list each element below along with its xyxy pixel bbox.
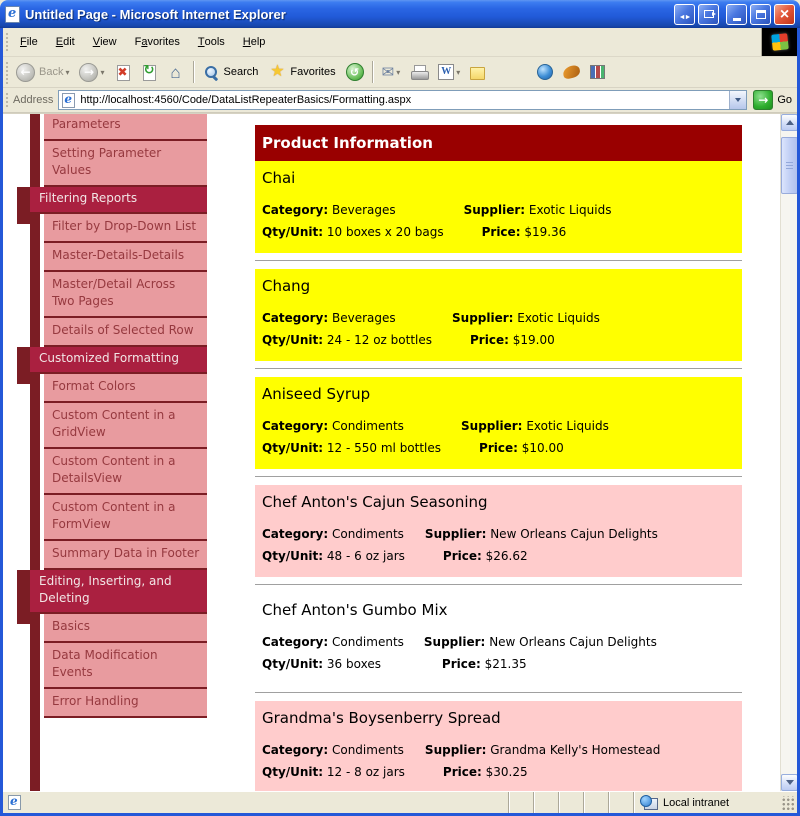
supplier-cell [450, 307, 618, 329]
status-pane [558, 792, 583, 813]
product-details-table [260, 523, 676, 567]
price-label: Price: [479, 441, 518, 455]
menu-grip[interactable] [4, 31, 9, 53]
menu-item[interactable]: F a vorites [134, 36, 180, 48]
sidebar-item[interactable] [44, 318, 207, 347]
stop-icon [115, 63, 131, 81]
discuss-icon [470, 67, 485, 80]
msn-icon [562, 64, 581, 79]
menu-item[interactable]: H elp [242, 36, 266, 48]
sidebar-section-header[interactable] [17, 187, 207, 214]
sidebar-nav [17, 113, 207, 718]
price-label: Price: [442, 765, 482, 779]
price-cell [423, 545, 676, 567]
sidebar-item[interactable] [44, 495, 207, 541]
home-icon [167, 63, 185, 81]
page-title: Product Information [255, 125, 742, 161]
go-label: Go [777, 94, 792, 106]
category-value: Condiments [331, 419, 404, 433]
qty-label: Qty/Unit: [262, 333, 324, 347]
qty-cell [260, 761, 423, 783]
mail-icon [382, 63, 395, 81]
sidebar-item[interactable] [44, 449, 207, 495]
price-cell [422, 653, 675, 675]
supplier-value: New Orleans Cajun Delights [490, 527, 658, 541]
forward-icon [79, 63, 98, 82]
window-frame [0, 28, 800, 816]
qty-value: 48 - 6 oz jars [326, 549, 405, 563]
qty-cell [260, 653, 422, 675]
address-dropdown-button[interactable] [729, 91, 746, 109]
price-cell [450, 329, 618, 351]
sidebar-item-label: Custom Content in a DetailsView [52, 454, 176, 485]
toolbar-button-label: Back [39, 66, 64, 78]
product-card [255, 701, 742, 791]
history-icon [346, 63, 364, 81]
status-bar [3, 791, 797, 813]
chevron-up-icon [786, 120, 794, 125]
price-value: $19.00 [512, 333, 555, 347]
product-list [255, 161, 742, 791]
supplier-cell [422, 631, 675, 653]
product-card [255, 485, 742, 577]
product-details-table [260, 307, 618, 351]
product-name: Chef Anton's Gumbo Mix [262, 601, 448, 619]
sidebar-header-label: Filtering Reports [39, 191, 138, 205]
price-label: Price: [470, 333, 509, 347]
card-divider [255, 368, 742, 370]
category-label: Category: [262, 743, 329, 757]
maximize-icon[interactable] [750, 4, 771, 25]
qty-cell [260, 221, 462, 243]
sidebar-item-label: Custom Content in a GridView [52, 408, 176, 439]
vertical-scrollbar[interactable] [780, 114, 797, 791]
toolbar-grip[interactable] [4, 60, 9, 84]
status-zone-label: Local intranet [663, 796, 730, 809]
go-arrow-icon [753, 90, 773, 110]
product-card [255, 377, 742, 469]
new-window-icon[interactable] [698, 4, 719, 25]
price-label: Price: [481, 225, 521, 239]
qty-value: 10 boxes x 20 bags [326, 225, 444, 239]
category-cell [260, 739, 423, 761]
product-details-table [260, 631, 675, 675]
sidebar-item[interactable] [44, 643, 207, 689]
supplier-label: Supplier: [452, 311, 514, 325]
category-value: Condiments [331, 527, 404, 541]
category-label: Category: [262, 203, 329, 217]
toolbar-button[interactable] [136, 59, 162, 86]
category-value: Beverages [331, 203, 396, 217]
supplier-label: Supplier: [424, 527, 487, 541]
category-cell [260, 307, 450, 329]
category-label: Category: [262, 527, 329, 541]
supplier-value: New Orleans Cajun Delights [489, 635, 657, 649]
qty-label: Qty/Unit: [262, 225, 324, 239]
toolbar-buttons [11, 57, 620, 87]
supplier-label: Supplier: [424, 743, 487, 757]
toolbar-button[interactable] [532, 59, 558, 86]
price-cell [423, 761, 678, 783]
sidebar-item-label: Summary Data in Footer [52, 546, 200, 560]
title-bar[interactable] [0, 0, 800, 28]
menu-spacer [274, 28, 761, 56]
sidebar-item[interactable] [44, 214, 207, 243]
supplier-label: Supplier: [423, 635, 486, 649]
address-input[interactable] [58, 90, 747, 110]
qty-value: 24 - 12 oz bottles [326, 333, 433, 347]
category-cell [260, 199, 462, 221]
close-icon[interactable] [774, 4, 795, 25]
price-label: Price: [441, 657, 481, 671]
sidebar-header-label: Editing, Inserting, and Deleting [39, 574, 172, 605]
window-controls [674, 4, 795, 25]
sidebar-item-label: Master-Details-Details [52, 248, 185, 262]
qty-label: Qty/Unit: [262, 657, 324, 671]
back-icon [16, 63, 35, 82]
favorites-icon [268, 63, 286, 81]
sidebar-item-label: Filter by Drop-Down List [52, 219, 197, 233]
card-divider [255, 476, 742, 478]
supplier-cell [459, 415, 627, 437]
sidebar-item-label: Setting Parameter Values [52, 146, 162, 177]
product-card [255, 593, 742, 685]
qty-cell [260, 545, 423, 567]
address-bar [3, 88, 797, 113]
windows-flag-icon [771, 33, 789, 51]
local-intranet-icon [640, 795, 658, 810]
toolbar-gap [490, 72, 532, 73]
sidebar-item[interactable] [44, 243, 207, 272]
status-pane [533, 792, 558, 813]
toolbar-button-label: Favorites [290, 66, 336, 78]
scrollbar-thumb[interactable] [781, 137, 797, 194]
sidebar-item[interactable] [44, 272, 207, 318]
sidebar-item-label: Error Handling [52, 694, 139, 708]
sidebar-item[interactable] [44, 113, 207, 141]
addressbar-grip[interactable] [4, 91, 9, 109]
sidebar-item[interactable] [44, 141, 207, 187]
category-label: Category: [262, 635, 329, 649]
price-value: $19.36 [524, 225, 567, 239]
menu-item[interactable]: V iew [92, 36, 117, 48]
category-cell [260, 631, 422, 653]
qty-cell [260, 329, 450, 351]
chevron-down-icon[interactable]: ▾ [100, 67, 105, 77]
sidebar-item-label: Format Colors [52, 379, 136, 393]
product-name: Chai [262, 169, 296, 187]
qty-value: 12 - 550 ml bottles [326, 441, 442, 455]
product-details-table [260, 739, 678, 783]
toolbar-button[interactable] [341, 59, 369, 86]
toolbar-button[interactable] [263, 59, 340, 86]
toolbar-button[interactable] [74, 59, 109, 86]
supplier-label: Supplier: [463, 203, 526, 217]
status-pane-main [3, 792, 508, 813]
card-divider [255, 584, 742, 586]
price-cell [462, 221, 630, 243]
resize-grip[interactable] [781, 796, 795, 811]
price-value: $26.62 [485, 549, 528, 563]
reference-icon [590, 65, 605, 79]
address-label: Address [13, 94, 54, 106]
sidebar-section-header[interactable] [17, 570, 207, 614]
product-card [255, 161, 742, 253]
refresh-icon [141, 63, 157, 81]
product-details-table [260, 199, 629, 243]
status-zone-pane [633, 792, 781, 813]
toolbar-separator [372, 61, 374, 83]
price-value: $21.35 [484, 657, 527, 671]
ie-page-icon [62, 93, 75, 108]
sidebar-item[interactable] [44, 374, 207, 403]
product-card [255, 269, 742, 361]
toolbar-button[interactable] [405, 59, 433, 86]
document-icon [8, 795, 21, 810]
page-viewport [3, 113, 797, 791]
status-pane [508, 792, 533, 813]
toolbar-separator [193, 61, 195, 83]
menu-bar [3, 28, 797, 57]
supplier-label: Supplier: [461, 419, 523, 433]
category-cell [260, 523, 423, 545]
toolbar-button[interactable] [11, 59, 74, 86]
sidebar-item-label: Details of Selected Row [52, 323, 194, 337]
toolbar-button[interactable] [585, 59, 610, 86]
toolbar-button[interactable] [198, 59, 264, 86]
product-name: Chef Anton's Cajun Seasoning [262, 493, 488, 511]
supplier-value: Exotic Liquids [517, 311, 600, 325]
chevron-down-icon[interactable]: ▾ [396, 67, 401, 77]
search-icon [203, 64, 220, 81]
category-value: Condiments [331, 635, 404, 649]
product-name: Chang [262, 277, 311, 295]
sidebar-item[interactable] [44, 614, 207, 643]
sidebar-header-label: Customized Formatting [39, 351, 179, 365]
windows-logo [761, 28, 797, 56]
toolbar-button-label: Search [223, 66, 259, 78]
minimize-icon[interactable] [726, 4, 747, 25]
sidebar-item-label: Data Modification Events [52, 648, 158, 679]
category-value: Beverages [331, 311, 396, 325]
window-title: Untitled Page - Microsoft Internet Explorer [25, 6, 286, 22]
main-content [255, 114, 742, 791]
menu-item[interactable]: E dit [55, 36, 75, 48]
menu-item[interactable]: F ile [20, 36, 38, 48]
status-pane [583, 792, 608, 813]
sidebar-item[interactable] [44, 689, 207, 718]
toolbar-button[interactable] [558, 59, 585, 86]
scroll-down-button[interactable] [781, 774, 797, 791]
qty-label: Qty/Unit: [262, 765, 324, 779]
category-cell [260, 415, 459, 437]
research-icon [537, 64, 553, 80]
print-icon [410, 64, 428, 81]
status-pane [608, 792, 633, 813]
sidebar-item-label: Basics [52, 619, 91, 633]
ie-page-icon [5, 6, 20, 23]
sidebar-item-label: Master/Detail Across Two Pages [52, 277, 176, 308]
category-value: Condiments [331, 743, 404, 757]
card-divider [255, 260, 742, 262]
product-name: Aniseed Syrup [262, 385, 371, 403]
qty-label: Qty/Unit: [262, 441, 324, 455]
card-divider [255, 692, 742, 694]
price-label: Price: [442, 549, 482, 563]
go-button[interactable] [753, 90, 792, 110]
toolbar-button[interactable] [162, 59, 190, 86]
price-value: $10.00 [521, 441, 564, 455]
scroll-up-button[interactable] [781, 114, 797, 131]
chevron-down-icon [786, 780, 794, 785]
menu-item[interactable]: T ools [197, 36, 225, 48]
address-url: http://localhost:4560/Code/DataListRepeaterBasics/Formatting.aspx [80, 94, 412, 106]
supplier-value: Exotic Liquids [528, 203, 612, 217]
sidebar-item[interactable] [44, 541, 207, 570]
qty-cell [260, 437, 459, 459]
chevron-down-icon[interactable]: ▾ [456, 67, 461, 77]
sidebar-item-label: Custom Content in a FormView [52, 500, 176, 531]
category-label: Category: [262, 311, 329, 325]
supplier-value: Grandma Kelly's Homestead [490, 743, 661, 757]
menu-bar-items [11, 28, 274, 56]
category-label: Category: [262, 419, 329, 433]
sidebar-item-label: Parameters [52, 117, 121, 131]
qty-value: 36 boxes [326, 657, 381, 671]
sidebar-section-header[interactable] [17, 347, 207, 374]
qty-value: 12 - 8 oz jars [326, 765, 405, 779]
toolbar [3, 57, 797, 88]
toolbar-button[interactable] [465, 59, 490, 86]
chevron-down-icon [735, 98, 741, 102]
supplier-value: Exotic Liquids [526, 419, 609, 433]
price-value: $30.25 [485, 765, 528, 779]
sidebar-item[interactable] [44, 403, 207, 449]
supplier-cell [423, 523, 676, 545]
product-details-table [260, 415, 627, 459]
toolbar-button[interactable] [610, 59, 620, 86]
product-name: Grandma's Boysenberry Spread [262, 709, 501, 727]
supplier-cell [423, 739, 678, 761]
resize-horizontal-icon[interactable] [674, 4, 695, 25]
toolbar-button[interactable] [433, 59, 465, 86]
edit-word-icon [438, 64, 454, 80]
toolbar-button[interactable] [377, 59, 406, 86]
qty-label: Qty/Unit: [262, 549, 324, 563]
chevron-down-icon[interactable]: ▾ [65, 67, 70, 77]
price-cell [459, 437, 627, 459]
toolbar-button[interactable] [110, 59, 136, 86]
supplier-cell [462, 199, 630, 221]
